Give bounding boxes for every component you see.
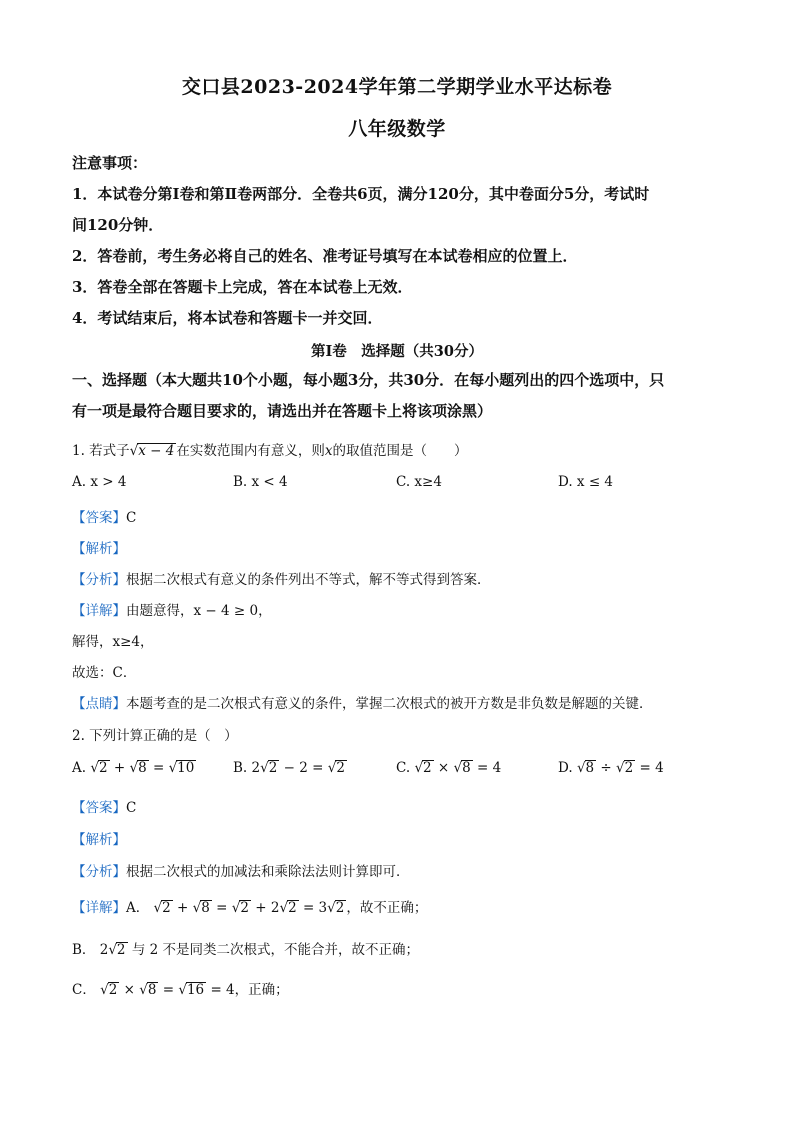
answer-tag: 【答案】 (72, 800, 126, 816)
xiangjie-tag: 【详解】 (72, 603, 126, 619)
notice-item-1: 1．本试卷分第Ⅰ卷和第Ⅱ卷两部分．全卷共6页，满分120分，其中卷面分5分，考试时 (72, 185, 650, 203)
q1-analysis (72, 537, 734, 557)
q2-b-prefix: B． (72, 942, 96, 958)
q1-xiangjie (72, 599, 734, 619)
q1-fenxi-text: 根据二次根式有意义的条件列出不等式，解不等式得到答案． (126, 572, 491, 588)
q1-stem-prefix: 1. 若式子 (72, 443, 130, 459)
q2-stem: 2. 下列计算正确的是（ ） (72, 728, 238, 744)
q2-option-c-label: C. (396, 760, 411, 776)
fenxi-tag: 【分析】 (72, 572, 126, 588)
q1-stem (72, 439, 734, 459)
notice-item-4: 4．考试结束后，将本试卷和答题卡一并交回． (72, 309, 383, 327)
q1-dianjing (72, 692, 734, 712)
q2-b-suffix: 与 2 不是同类二次根式，不能合并，故不正确； (131, 942, 419, 958)
q2-option-c: C. √2 × √8 = 4 (396, 760, 502, 776)
q2-option-b: B. 2√2 − 2 = √2 (233, 760, 345, 776)
section-instruction-2: 有一项是最符合题目要求的，请选出并在答题卡上将该项涂黑） (72, 402, 493, 420)
q2-answer-value: C (126, 800, 137, 816)
q1-solve: 解得，x≥4， (72, 634, 154, 650)
exam-title: 交口县2023-2024学年第二学期学业水平达标卷 (181, 76, 613, 98)
q1-radicand: x − 4 (138, 443, 175, 459)
answer-tag: 【答案】 (72, 510, 126, 526)
q1-answer (72, 506, 734, 526)
q1-option-b: B. x < 4 (233, 474, 288, 490)
sqrt-icon: √ (129, 443, 139, 459)
q2-option-a-label: A. (72, 760, 87, 776)
analysis-tag: 【解析】 (72, 541, 126, 557)
q1-var: x (324, 443, 333, 459)
q2-xiangjie-b: B． 2√2 与 2 不是同类二次根式，不能合并，故不正确； (72, 942, 419, 958)
q1-choose: 故选：C． (72, 665, 137, 681)
q2-answer (72, 796, 734, 816)
q2-c-suffix: ，正确； (234, 982, 289, 998)
q1-xiangjie-text: 由题意得，x − 4 ≥ 0， (126, 603, 272, 619)
exam-subtitle: 八年级数学 (348, 118, 446, 140)
q2-c-prefix: C． (72, 982, 96, 998)
q2-fenxi-text: 根据二次根式的加减法和乘除法法则计算即可． (126, 864, 410, 880)
q2-option-a: A. √2 + √8 = √10 (72, 760, 195, 776)
q1-answer-value: C (126, 510, 137, 526)
q1-dianjing-text: 本题考查的是二次根式有意义的条件，掌握二次根式的被开方数是非负数是解题的关键． (126, 696, 653, 712)
section-instruction-1: 一、选择题（本大题共10个小题，每小题3分，共30分．在每小题列出的四个选项中，只 (72, 371, 665, 389)
notice-item-2: 2．答卷前，考生务必将自己的姓名、准考证号填写在本试卷相应的位置上． (72, 247, 578, 265)
analysis-tag: 【解析】 (72, 832, 126, 848)
q2-option-d: D. √8 ÷ √2 = 4 (558, 760, 664, 776)
q1-stem-mid: 在实数范围内有意义，则 (176, 443, 325, 459)
fenxi-tag: 【分析】 (72, 864, 126, 880)
xiangjie-tag: 【详解】 (72, 900, 126, 916)
dianjing-tag: 【点睛】 (72, 696, 126, 712)
notice-heading: 注意事项： (72, 154, 148, 172)
q2-a-prefix: A． (126, 900, 150, 916)
q2-xiangjie-c: C． √2 × √8 = √16 = 4，正确； (72, 982, 289, 998)
q1-option-c: C. x≥4 (396, 474, 442, 490)
q2-option-d-label: D. (558, 760, 573, 776)
q1-fenxi (72, 568, 734, 588)
q1-option-d: D. x ≤ 4 (558, 474, 614, 490)
section-heading: 第Ⅰ卷 选择题（共30分） (311, 343, 483, 360)
q2-fenxi (72, 860, 734, 880)
q2-analysis (72, 828, 734, 848)
q2-a-suffix: ，故不正确； (346, 900, 428, 916)
q1-stem-suffix: 的取值范围是（ ） (332, 443, 468, 459)
notice-item-3: 3．答卷全部在答题卡上完成，答在本试卷上无效． (72, 278, 413, 296)
q1-option-a: A. x > 4 (72, 474, 127, 490)
q2-xiangjie-a: 【详解】A． √2 + √8 = √2 + 2√2 = 3√2 ，故不正确； (72, 900, 428, 916)
q2-option-b-label: B. (233, 760, 248, 776)
notice-item-1-cont: 间120分钟． (72, 216, 164, 234)
